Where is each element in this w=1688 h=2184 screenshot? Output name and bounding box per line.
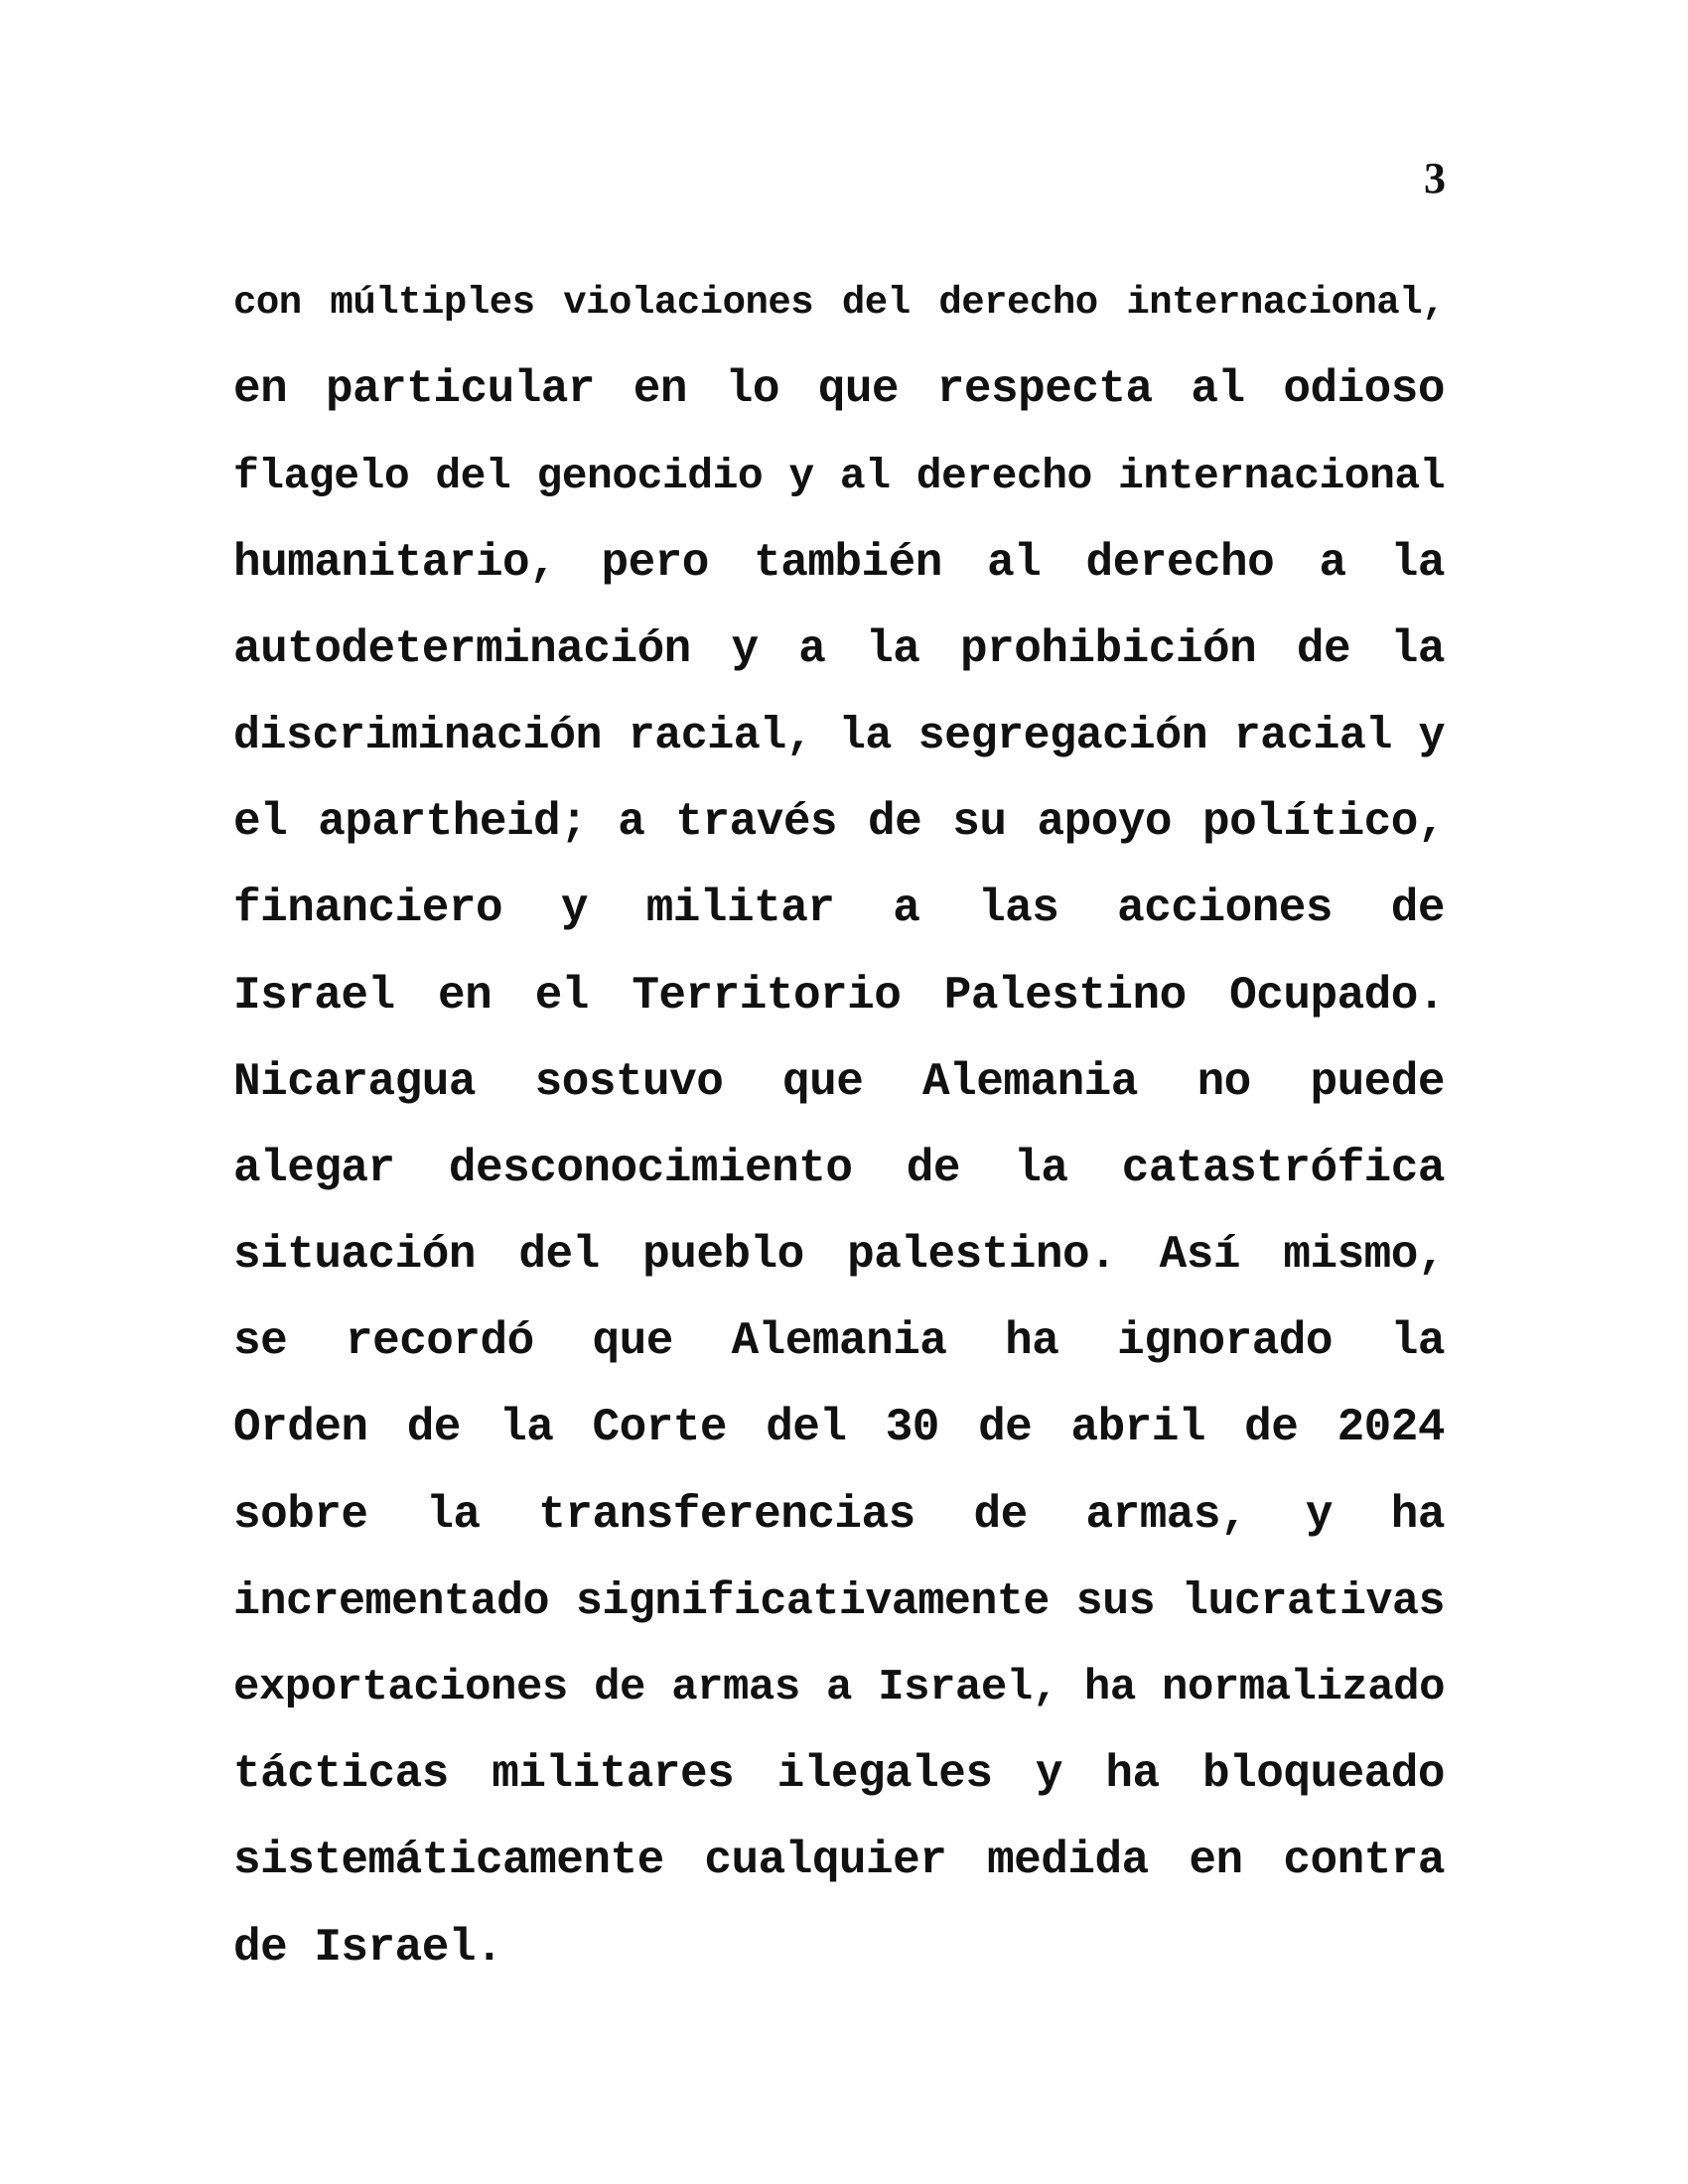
text-line: con múltiples violaciones del derecho internacional, <box>233 281 1445 325</box>
text-line: situación del pueblo palestino. Así mismo, <box>233 1229 1445 1282</box>
text-line: se recordó que Alemania ha ignorado la <box>233 1315 1445 1368</box>
text-line: Orden de la Corte del 30 de abril de 2024 <box>233 1402 1445 1454</box>
text-line: de Israel. <box>233 1921 503 1974</box>
text-line: sobre la transferencias de armas, y ha <box>233 1488 1445 1541</box>
text-line: tácticas militares ilegales y ha bloqueado <box>233 1748 1445 1801</box>
text-line: alegar desconocimiento de la catastrófica <box>233 1142 1445 1194</box>
page-number: 3 <box>1424 154 1446 203</box>
text-line: sistemáticamente cualquier medida en contra <box>233 1835 1445 1887</box>
text-line: incrementado significativamente sus lucrativas <box>233 1575 1445 1627</box>
text-line: exportaciones de armas a Israel, ha normalizado <box>233 1663 1445 1712</box>
text-line: financiero y militar a las acciones de <box>233 883 1445 935</box>
text-line: en particular en lo que respecta al odioso <box>233 363 1445 416</box>
text-line: humanitario, pero también al derecho a la <box>233 536 1445 589</box>
text-line: Nicaragua sostuvo que Alemania no puede <box>233 1055 1445 1108</box>
text-line: flagelo del genocidio y al derecho internacional <box>233 452 1445 501</box>
text-line: Israel en el Territorio Palestino Ocupado. <box>233 969 1445 1022</box>
text-line: discriminación racial, la segregación racial y <box>233 710 1445 761</box>
text-line: autodeterminación y a la prohibición de la <box>233 622 1445 675</box>
text-line: el apartheid; a través de su apoyo político, <box>233 796 1445 849</box>
body-paragraph <box>233 260 1445 1991</box>
